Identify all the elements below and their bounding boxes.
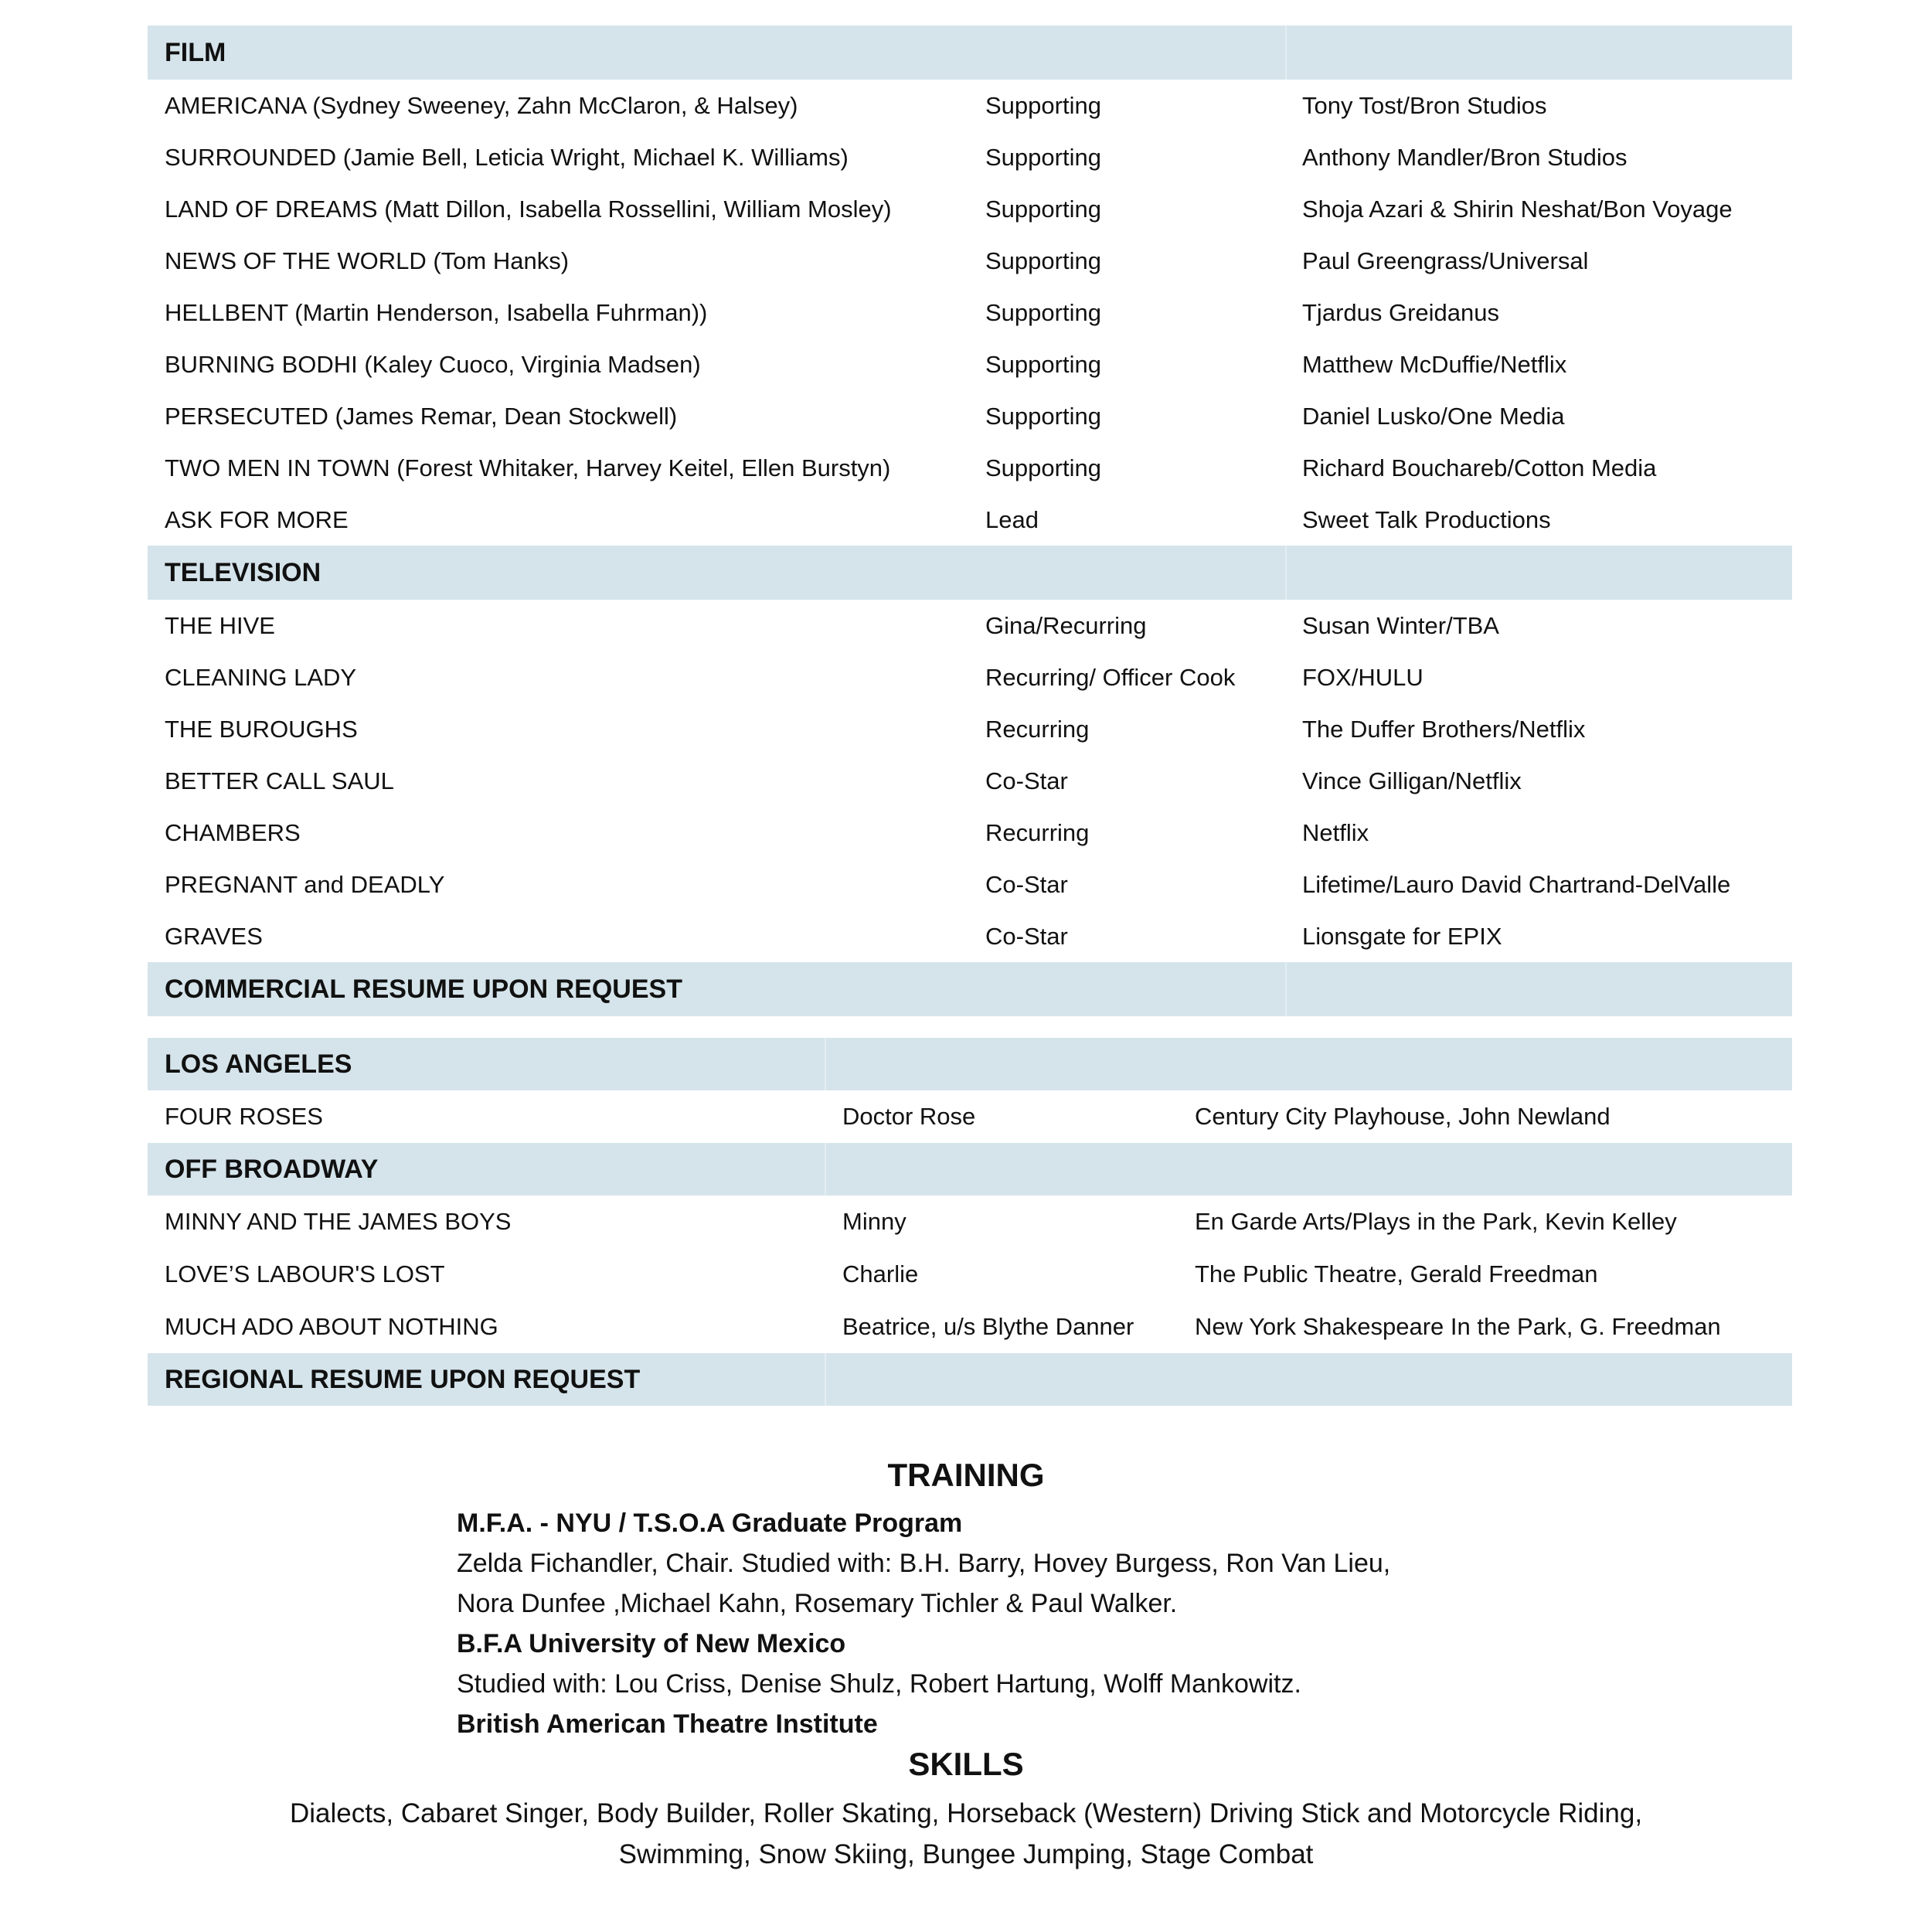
credit-company: Tony Tost/Bron Studios: [1302, 92, 1547, 119]
credit-title: HELLBENT (Martin Henderson, Isabella Fuhrman)): [165, 299, 708, 326]
credit-role: Beatrice, u/s Blythe Danner: [842, 1313, 1134, 1340]
header-divider: [1285, 546, 1287, 600]
credit-role: Recurring/ Officer Cook: [985, 664, 1236, 691]
credit-title: MINNY AND THE JAMES BOYS: [165, 1208, 512, 1235]
header-divider: [825, 1143, 826, 1196]
credit-company: Matthew McDuffie/Netflix: [1302, 351, 1567, 378]
credit-role: Lead: [985, 506, 1039, 533]
table-row: [148, 390, 1792, 442]
credit-company: Tjardus Greidanus: [1302, 299, 1500, 326]
table-row: [148, 338, 1792, 390]
section-header-los-angeles: [148, 1038, 1792, 1090]
section-header-television: [148, 546, 1792, 600]
credit-title: LOVE’S LABOUR'S LOST: [165, 1260, 445, 1287]
table-row: [148, 1248, 1792, 1301]
credit-company: The Duffer Brothers/Netflix: [1302, 716, 1586, 743]
credit-company: Netflix: [1302, 819, 1369, 846]
credit-role: Supporting: [985, 196, 1101, 223]
credit-title: TWO MEN IN TOWN (Forest Whitaker, Harvey Keitel, Ellen Burstyn): [165, 454, 891, 481]
header-divider: [825, 1038, 826, 1090]
table-row: [148, 80, 1792, 131]
section-header-label: TELEVISION: [165, 558, 321, 587]
credit-company: The Public Theatre, Gerald Freedman: [1195, 1260, 1598, 1287]
credit-title: CHAMBERS: [165, 819, 301, 846]
table-row: [148, 235, 1792, 287]
credit-title: THE BUROUGHS: [165, 716, 358, 743]
credit-company: New York Shakespeare In the Park, G. Freedman: [1195, 1313, 1721, 1340]
credit-role: Recurring: [985, 819, 1090, 846]
credit-company: Lionsgate for EPIX: [1302, 923, 1502, 950]
training-mfa: M.F.A. - NYU / T.S.O.A Graduate Program: [457, 1509, 963, 1538]
credit-title: PREGNANT and DEADLY: [165, 871, 445, 898]
credit-role: Charlie: [842, 1260, 919, 1287]
credit-role: Supporting: [985, 403, 1101, 430]
skills-section: [0, 1793, 1932, 1875]
table-row: [148, 651, 1792, 703]
credit-company: Susan Winter/TBA: [1302, 612, 1499, 639]
credit-role: Supporting: [985, 247, 1101, 274]
table-row: [148, 442, 1792, 494]
credit-title: LAND OF DREAMS (Matt Dillon, Isabella Rossellini, William Mosley): [165, 196, 892, 223]
table-row: [148, 600, 1792, 651]
credit-role: Recurring: [985, 716, 1090, 743]
table-row: [148, 1301, 1792, 1353]
table-row: [148, 859, 1792, 910]
theatre-table: [148, 1038, 1792, 1406]
section-header-label: COMMERCIAL RESUME UPON REQUEST: [165, 975, 682, 1004]
credit-company: Century City Playhouse, John Newland: [1195, 1103, 1611, 1130]
section-header-regional: [148, 1353, 1792, 1406]
skills-line: Dialects, Cabaret Singer, Body Builder, Roller Skating, Horseback (Western) Driving Stick and Motorcycle Riding,: [289, 1798, 1643, 1828]
credit-company: Shoja Azari & Shirin Neshat/Bon Voyage: [1302, 196, 1733, 223]
credit-company: Daniel Lusko/One Media: [1302, 403, 1565, 430]
credit-title: SURROUNDED (Jamie Bell, Leticia Wright, Michael K. Williams): [165, 144, 849, 171]
credit-role: Supporting: [985, 144, 1101, 171]
credit-title: THE HIVE: [165, 612, 275, 639]
table-row: [148, 1196, 1792, 1248]
credit-role: Co-Star: [985, 871, 1068, 898]
skills-title: SKILLS: [908, 1746, 1024, 1782]
table-row: [148, 131, 1792, 183]
table-row: [148, 494, 1792, 546]
training-mfa-detail: Zelda Fichandler, Chair. Studied with: B.H. Barry, Hovey Burgess, Ron Van Lieu,: [457, 1549, 1391, 1578]
credit-title: FOUR ROSES: [165, 1103, 323, 1130]
credit-role: Supporting: [985, 454, 1101, 481]
credit-title: AMERICANA (Sydney Sweeney, Zahn McClaron, & Halsey): [165, 92, 798, 119]
credit-company: FOX/HULU: [1302, 664, 1423, 691]
table-row: [148, 287, 1792, 338]
credit-title: PERSECUTED (James Remar, Dean Stockwell): [165, 403, 678, 430]
section-header-label: LOS ANGELES: [165, 1049, 352, 1079]
training-title: TRAINING: [887, 1457, 1045, 1493]
training-section: [457, 1503, 1616, 1744]
credit-role: Co-Star: [985, 923, 1068, 950]
section-header-label: OFF BROADWAY: [165, 1155, 379, 1184]
credit-role: Co-Star: [985, 767, 1068, 794]
training-mfa-detail: Nora Dunfee ,Michael Kahn, Rosemary Tichler & Paul Walker.: [457, 1589, 1178, 1618]
credit-company: Vince Gilligan/Netflix: [1302, 767, 1522, 794]
credit-company: Anthony Mandler/Bron Studios: [1302, 144, 1628, 171]
credit-role: Supporting: [985, 92, 1101, 119]
credit-role: Gina/Recurring: [985, 612, 1147, 639]
credit-company: Sweet Talk Productions: [1302, 506, 1551, 533]
section-header-label: REGIONAL RESUME UPON REQUEST: [165, 1365, 641, 1394]
credit-company: Paul Greengrass/Universal: [1302, 247, 1589, 274]
credit-company: En Garde Arts/Plays in the Park, Kevin Kelley: [1195, 1208, 1677, 1235]
credit-role: Supporting: [985, 299, 1101, 326]
table-row: [148, 807, 1792, 859]
credit-title: MUCH ADO ABOUT NOTHING: [165, 1313, 498, 1340]
training-bati: British American Theatre Institute: [457, 1709, 878, 1739]
training-bfa-detail: Studied with: Lou Criss, Denise Shulz, Robert Hartung, Wolff Mankowitz.: [457, 1669, 1301, 1699]
section-header-commercial: [148, 962, 1792, 1016]
credit-role: Minny: [842, 1208, 906, 1235]
skills-line: Swimming, Snow Skiing, Bungee Jumping, Stage Combat: [618, 1839, 1314, 1869]
credit-role: Doctor Rose: [842, 1103, 976, 1130]
credit-company: Lifetime/Lauro David Chartrand-DelValle: [1302, 871, 1731, 898]
section-header-film: [148, 26, 1792, 80]
header-divider: [1285, 962, 1287, 1016]
film-tv-table: [148, 26, 1792, 1016]
credit-company: Richard Bouchareb/Cotton Media: [1302, 454, 1657, 481]
table-row: [148, 703, 1792, 755]
training-bfa: B.F.A University of New Mexico: [457, 1629, 846, 1658]
credit-title: GRAVES: [165, 923, 263, 950]
credit-title: ASK FOR MORE: [165, 506, 349, 533]
table-row: [148, 755, 1792, 807]
credit-title: BETTER CALL SAUL: [165, 767, 394, 794]
credit-title: BURNING BODHI (Kaley Cuoco, Virginia Madsen): [165, 351, 701, 378]
table-row: [148, 910, 1792, 962]
header-divider: [825, 1353, 826, 1406]
table-row: [148, 183, 1792, 235]
credit-role: Supporting: [985, 351, 1101, 378]
header-divider: [1285, 26, 1287, 80]
credit-title: CLEANING LADY: [165, 664, 357, 691]
table-row: [148, 1090, 1792, 1143]
section-header-label: FILM: [165, 38, 226, 67]
credit-title: NEWS OF THE WORLD (Tom Hanks): [165, 247, 570, 274]
section-header-off-broadway: [148, 1143, 1792, 1196]
